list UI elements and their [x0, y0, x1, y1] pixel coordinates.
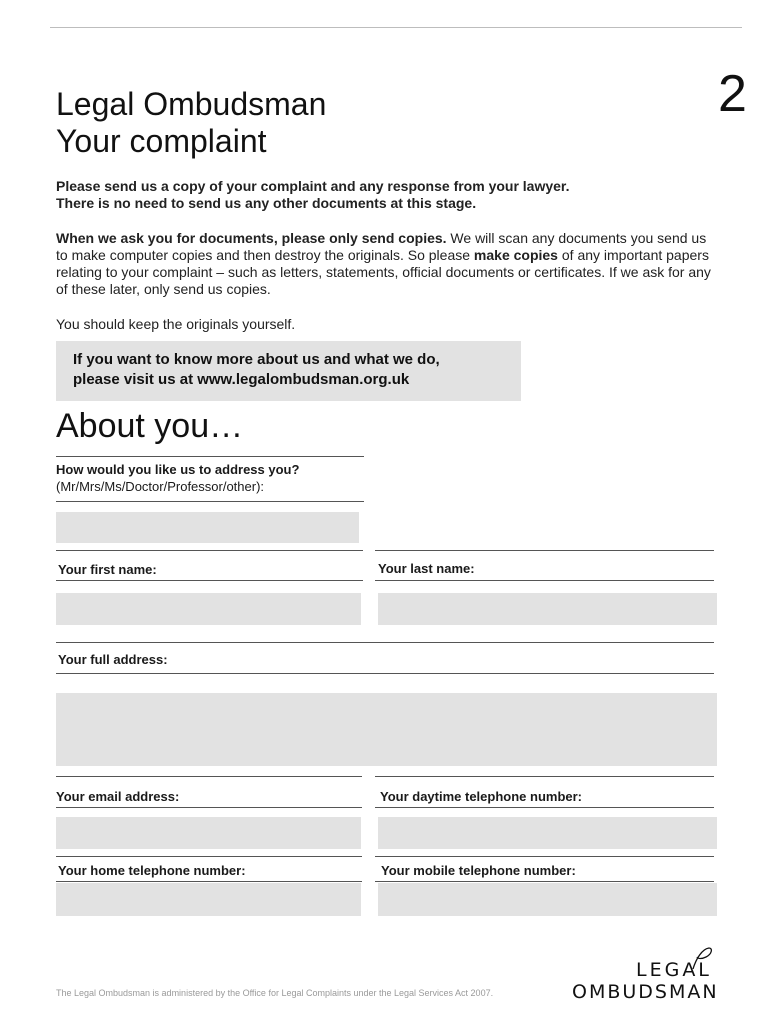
intro-paragraph-3: You should keep the originals yourself.	[56, 316, 296, 332]
intro-paragraph-2	[56, 230, 716, 298]
email-input[interactable]	[56, 817, 361, 849]
section-heading-about-you: About you…	[56, 407, 244, 445]
mobile-phone-label: Your mobile telephone number:	[381, 863, 576, 878]
divider	[56, 673, 714, 674]
divider	[56, 807, 362, 808]
footer-note: The Legal Ombudsman is administered by the Office for Legal Complaints under the Legal Services Act 2007.	[56, 988, 494, 998]
page-number: 2	[718, 65, 747, 123]
full-address-input[interactable]	[56, 693, 717, 766]
divider	[375, 550, 714, 551]
first-name-input[interactable]	[56, 593, 361, 625]
intro-paragraph-2-text-a: We will scan any documents you send us to make computer copies and then destroy the originals. So please	[56, 230, 707, 263]
divider	[375, 856, 714, 857]
last-name-label: Your last name:	[378, 561, 475, 576]
mobile-phone-input[interactable]	[378, 883, 717, 916]
info-callout-text	[73, 350, 513, 390]
divider	[56, 456, 364, 457]
logo-legal: LEGAL	[636, 959, 712, 981]
full-address-label: Your full address:	[58, 652, 168, 667]
intro-paragraph-1: Please send us a copy of your complaint and any response from your lawyer. There is no need to send us any other documents at this stage.	[56, 178, 570, 211]
daytime-phone-input[interactable]	[378, 817, 717, 849]
divider	[375, 881, 714, 882]
first-name-label: Your first name:	[58, 562, 157, 577]
daytime-phone-label: Your daytime telephone number:	[380, 789, 583, 804]
page-title	[56, 86, 326, 160]
divider	[56, 776, 362, 777]
divider	[375, 807, 714, 808]
divider	[56, 501, 364, 502]
divider	[56, 580, 363, 581]
home-phone-input[interactable]	[56, 883, 361, 916]
top-divider	[50, 27, 742, 28]
title-line-1: Legal Ombudsman	[56, 86, 327, 122]
address-as-hint: (Mr/Mrs/Ms/Doctor/Professor/other):	[56, 479, 265, 494]
intro-paragraph-2-bold-a: When we ask you for documents, please only send copies.	[56, 230, 447, 246]
divider	[375, 776, 714, 777]
email-label: Your email address:	[56, 789, 180, 804]
title-line-2: Your complaint	[56, 123, 267, 159]
address-as-label: How would you like us to address you?	[56, 462, 300, 477]
divider	[56, 550, 363, 551]
callout-line-1: If you want to know more about us and what we do,	[73, 351, 440, 368]
divider	[56, 856, 362, 857]
last-name-input[interactable]	[378, 593, 717, 625]
home-phone-label: Your home telephone number:	[58, 863, 246, 878]
divider	[56, 642, 714, 643]
address-as-input[interactable]	[56, 512, 359, 543]
callout-line-2: please visit us at www.legalombudsman.org.uk	[73, 371, 410, 388]
divider	[375, 580, 714, 581]
intro-paragraph-2-bold-b: make copies	[473, 247, 558, 263]
divider	[56, 881, 362, 882]
intro-paragraph-2-text-b: of any important papers relating to your complaint – such as letters, statements, official documents or certificates. If we ask for any of these later, only send us copies.	[56, 247, 711, 297]
logo-ombudsman: OMBUDSMAN	[572, 981, 719, 1003]
